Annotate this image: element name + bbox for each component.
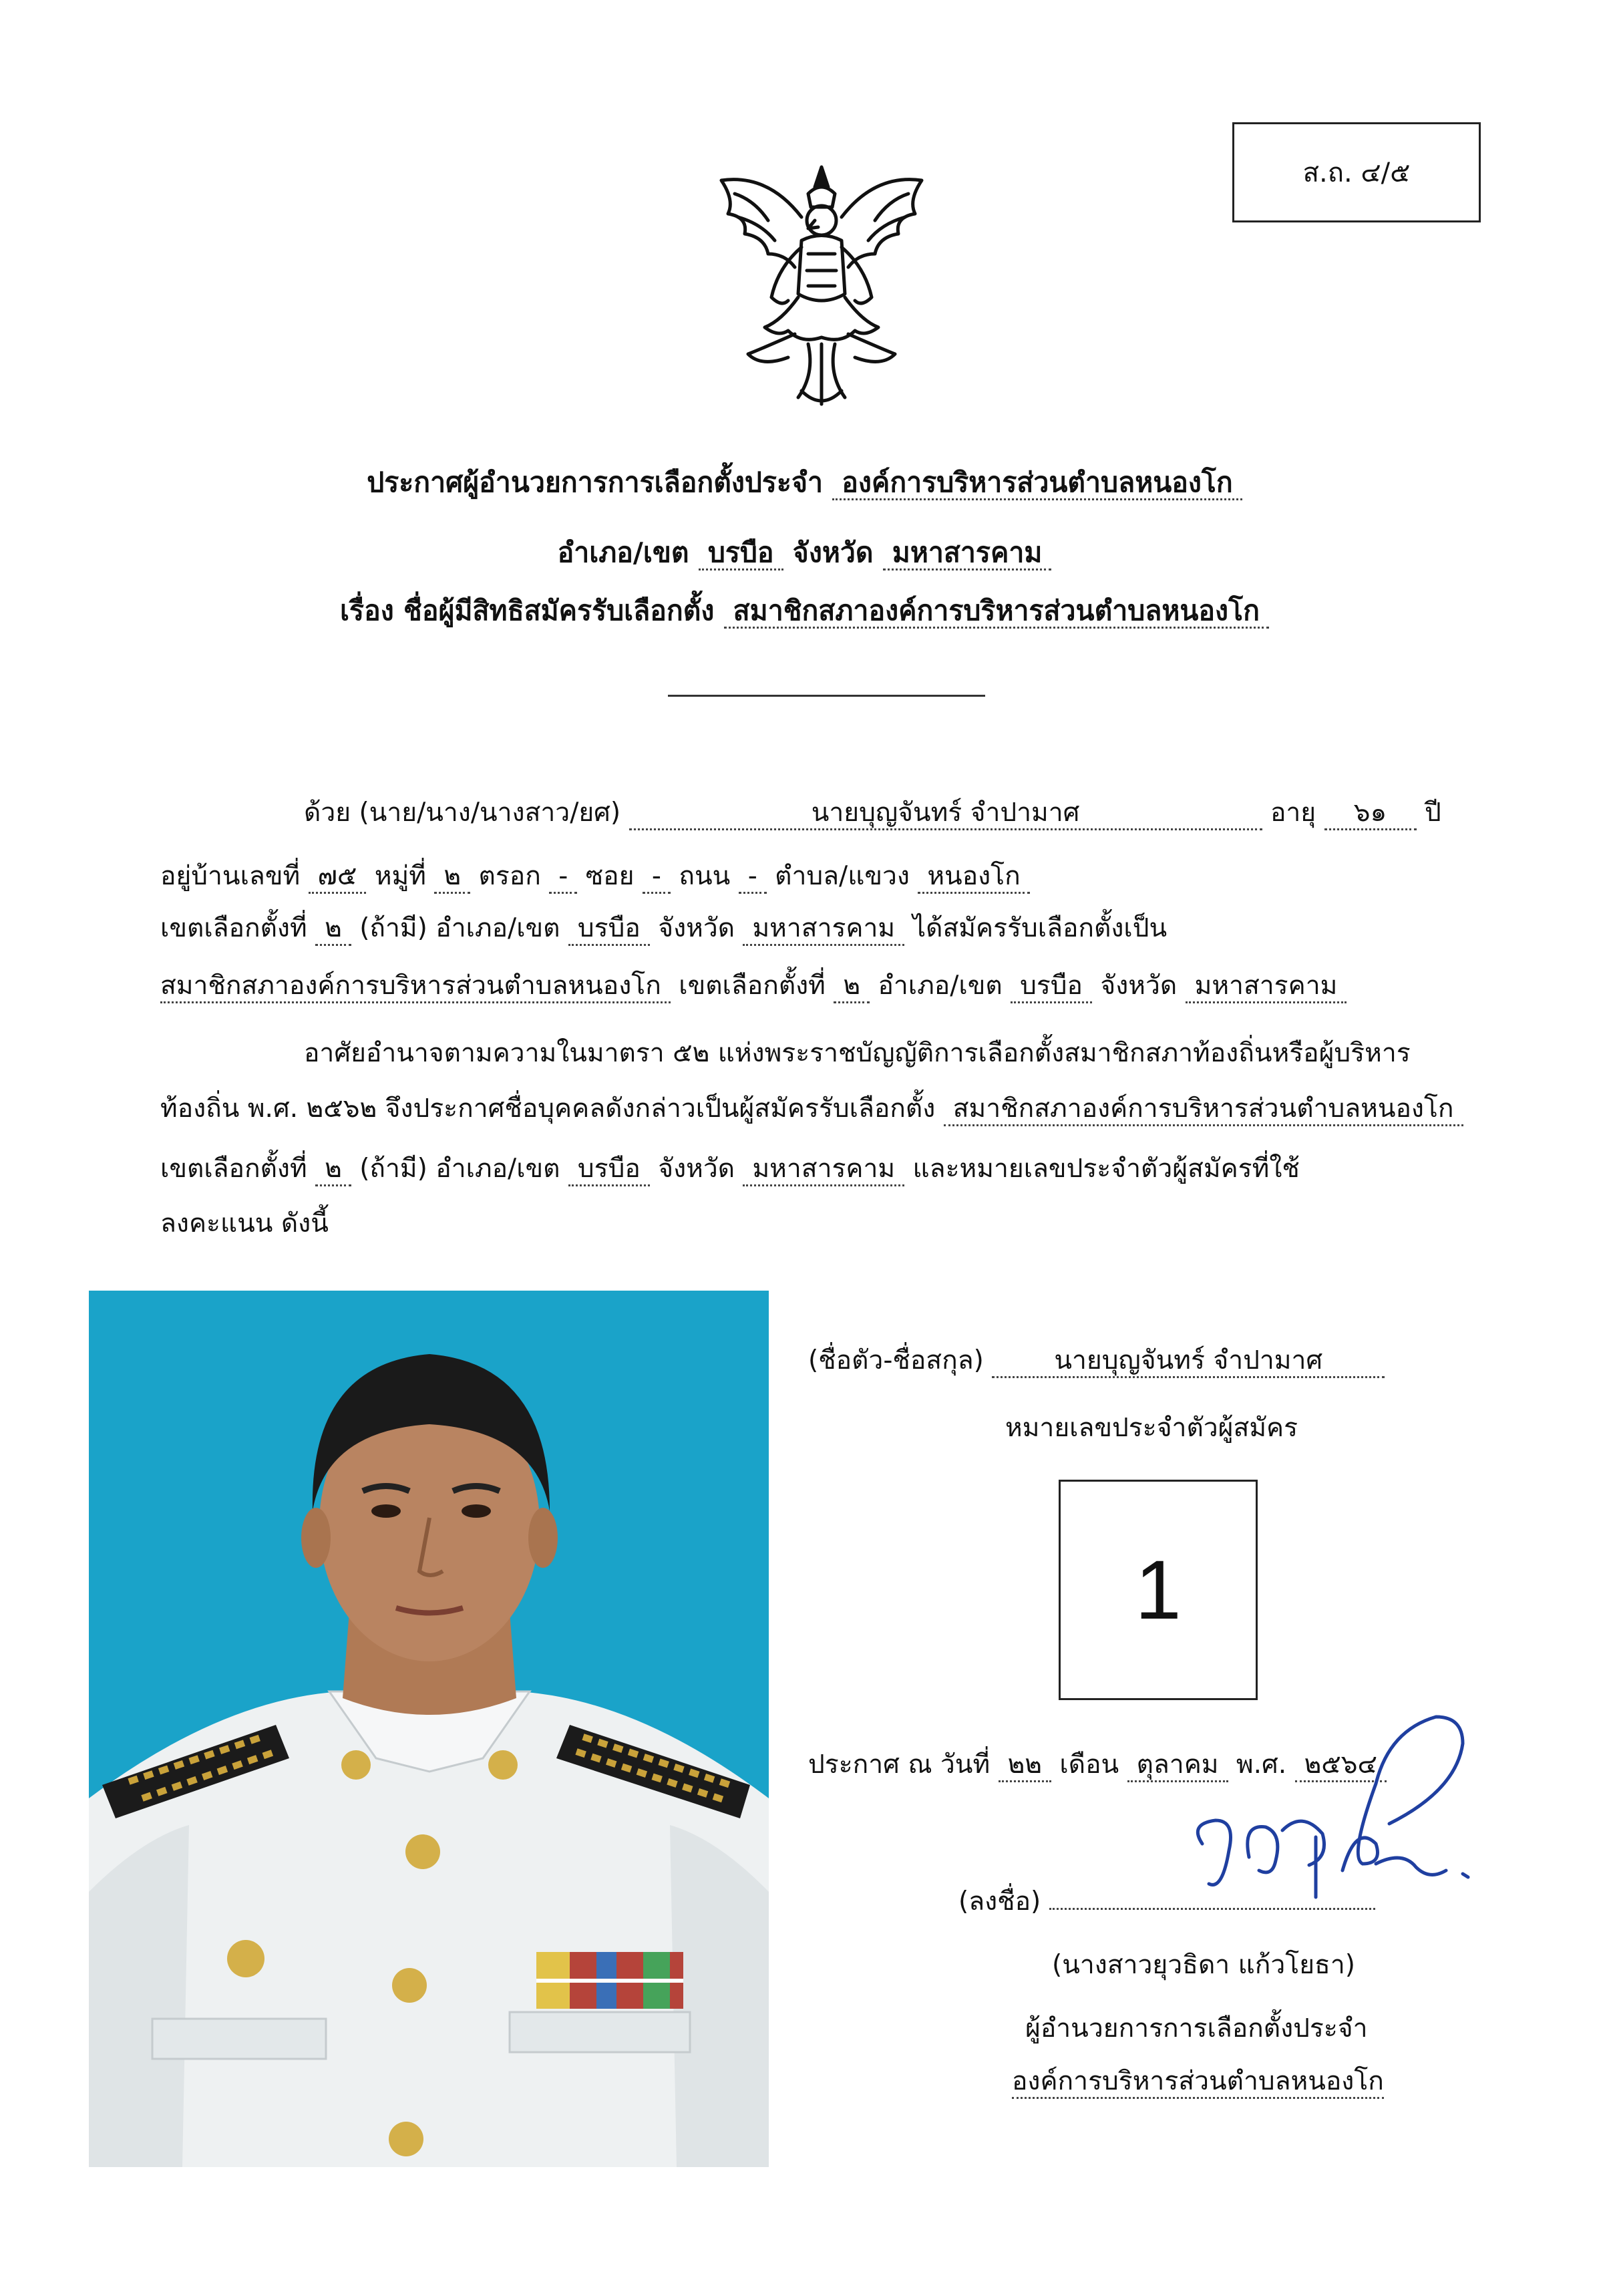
province-label-2: จังหวัด — [1100, 971, 1178, 1001]
p2-position-field: สมาชิกสภาองค์การบริหารส่วนตำบลหนองโก — [944, 1094, 1463, 1126]
signer-name: (นางสาวยุวธิดา แก้วโยธา) — [1052, 1950, 1355, 1980]
subject-label: เรื่อง — [340, 595, 394, 627]
announce-year: ๒๕๖๔ — [1295, 1750, 1387, 1782]
body-p2-line-1: อาศัยอำนาจตามความในมาตรา ๕๒ แห่งพระราชบัญญัติการเลือกตั้งสมาชิกสภาท้องถิ่นหรือผู้บริหาร — [304, 1038, 1411, 1068]
body-line-3 — [160, 907, 1167, 949]
position-field: สมาชิกสภาองค์การบริหารส่วนตำบลหนองโก — [160, 971, 671, 1003]
body-line-1 — [304, 792, 1441, 833]
moo-field: ๒ — [434, 862, 470, 894]
body-line-4 — [160, 965, 1347, 1006]
district-field-2: บรบือ — [1011, 971, 1092, 1003]
p2-line3-end: และหมายเลขประจำตัวผู้สมัครที่ใช้ — [912, 1154, 1300, 1184]
province-field: มหาสารคาม — [743, 914, 904, 946]
announce-month-label: เดือน — [1059, 1750, 1119, 1780]
header-province-label: จังหวัด — [792, 536, 874, 568]
candidate-number-box — [1059, 1480, 1258, 1700]
candidate-name-field: นายบุญจันทร์ จำปามาศ — [629, 798, 1262, 830]
announce-month: ตุลาคม — [1127, 1750, 1228, 1782]
constituency-field: ๒ — [315, 914, 351, 946]
age-unit: ปี — [1424, 798, 1441, 828]
header-province: มหาสารคาม — [883, 537, 1052, 570]
garuda-emblem-icon — [708, 154, 935, 414]
header-separator — [668, 695, 985, 697]
header-line-3 — [0, 589, 1609, 633]
signer-title-2 — [1012, 2066, 1384, 2099]
trok-field: - — [549, 862, 577, 894]
body-p2-line-4: ลงคะแนน ดังนี้ — [160, 1208, 329, 1239]
header-line-2 — [0, 531, 1609, 575]
applied-text: ได้สมัครรับเลือกตั้งเป็น — [912, 913, 1168, 943]
subdistrict-label: ตำบล/แขวง — [775, 861, 910, 891]
trok-label: ตรอก — [478, 861, 541, 891]
header-district: บรบือ — [699, 537, 783, 570]
header-district-label: อำเภอ/เขต — [557, 536, 689, 568]
form-number: ส.ถ. ๔/๕ — [1302, 158, 1411, 188]
province-label-3: จังหวัด — [658, 1154, 735, 1184]
announce-year-label: พ.ศ. — [1236, 1750, 1287, 1780]
announce-day: ๒๒ — [999, 1750, 1051, 1782]
district-field: บรบือ — [568, 914, 650, 946]
signature-label: (ลงชื่อ) — [958, 1887, 1041, 1917]
province-label: จังหวัด — [658, 913, 735, 943]
subject-position: สมาชิกสภาองค์การบริหารส่วนตำบลหนองโก — [724, 595, 1269, 629]
constituency-label: เขตเลือกตั้งที่ — [160, 913, 307, 943]
subject-text: ชื่อผู้มีสิทธิสมัครรับเลือกตั้ง — [403, 595, 715, 627]
district-field-3: บรบือ — [568, 1154, 650, 1186]
province-field-3: มหาสารคาม — [743, 1154, 904, 1186]
soi-field: - — [643, 862, 671, 894]
candidate-name: นายบุญจันทร์ จำปามาศ — [992, 1346, 1385, 1378]
if-any-label: (ถ้ามี) — [359, 913, 427, 943]
constituency-label-3: เขตเลือกตั้งที่ — [160, 1154, 307, 1184]
header-organization: องค์การบริหารส่วนตำบลหนองโก — [832, 467, 1242, 500]
p1-label: ด้วย (นาย/นาง/นางสาว/ยศ) — [304, 798, 621, 828]
signer-organization: องค์การบริหารส่วนตำบลหนองโก — [1012, 2067, 1384, 2099]
age-label: อายุ — [1270, 798, 1316, 828]
constituency-label-2: เขตเลือกตั้งที่ — [679, 971, 826, 1001]
moo-label: หมู่ที่ — [374, 861, 426, 891]
candidate-name-label: (ชื่อตัว-ชื่อสกุล) — [808, 1345, 984, 1375]
age-field: ๖๑ — [1324, 798, 1417, 830]
candidate-number-label: หมายเลขประจำตัวผู้สมัคร — [1005, 1413, 1298, 1443]
district-label: อำเภอ/เขต — [435, 913, 560, 943]
form-number-box — [1232, 122, 1481, 222]
if-any-label-3: (ถ้ามี) — [359, 1154, 427, 1184]
body-p2-line-3 — [160, 1148, 1300, 1189]
signer-title-1: ผู้อำนวยการการเลือกตั้งประจำ — [1025, 2013, 1368, 2043]
subdistrict-field: หนองโก — [918, 862, 1029, 894]
constituency-field-3: ๒ — [315, 1154, 351, 1186]
body-p2-line-2 — [160, 1088, 1463, 1129]
district-label-2: อำเภอ/เขต — [878, 971, 1003, 1001]
road-field: - — [739, 862, 767, 894]
district-label-3: อำเภอ/เขต — [435, 1154, 560, 1184]
p2-line2-text: ท้องถิ่น พ.ศ. ๒๕๖๒ จึงประกาศชื่อบุคคลดังกล่าวเป็นผู้สมัครรับเลือกตั้ง — [160, 1094, 936, 1124]
candidate-number: 1 — [1135, 1543, 1182, 1637]
body-line-2 — [160, 855, 1030, 896]
soi-label: ซอย — [585, 861, 635, 891]
road-label: ถนน — [679, 861, 731, 891]
candidate-name-row — [808, 1339, 1385, 1381]
candidate-photo — [89, 1291, 769, 2167]
header-announce-prefix: ประกาศผู้อำนวยการการเลือกตั้งประจำ — [367, 466, 823, 498]
handwritten-signature — [1149, 1690, 1496, 1937]
header-line-1 — [0, 461, 1609, 504]
constituency-field-2: ๒ — [834, 971, 870, 1003]
house-no-field: ๗๕ — [309, 862, 367, 894]
province-field-2: มหาสารคาม — [1186, 971, 1347, 1003]
announce-date-label: ประกาศ ณ วันที่ — [808, 1750, 991, 1780]
house-label: อยู่บ้านเลขที่ — [160, 861, 301, 891]
